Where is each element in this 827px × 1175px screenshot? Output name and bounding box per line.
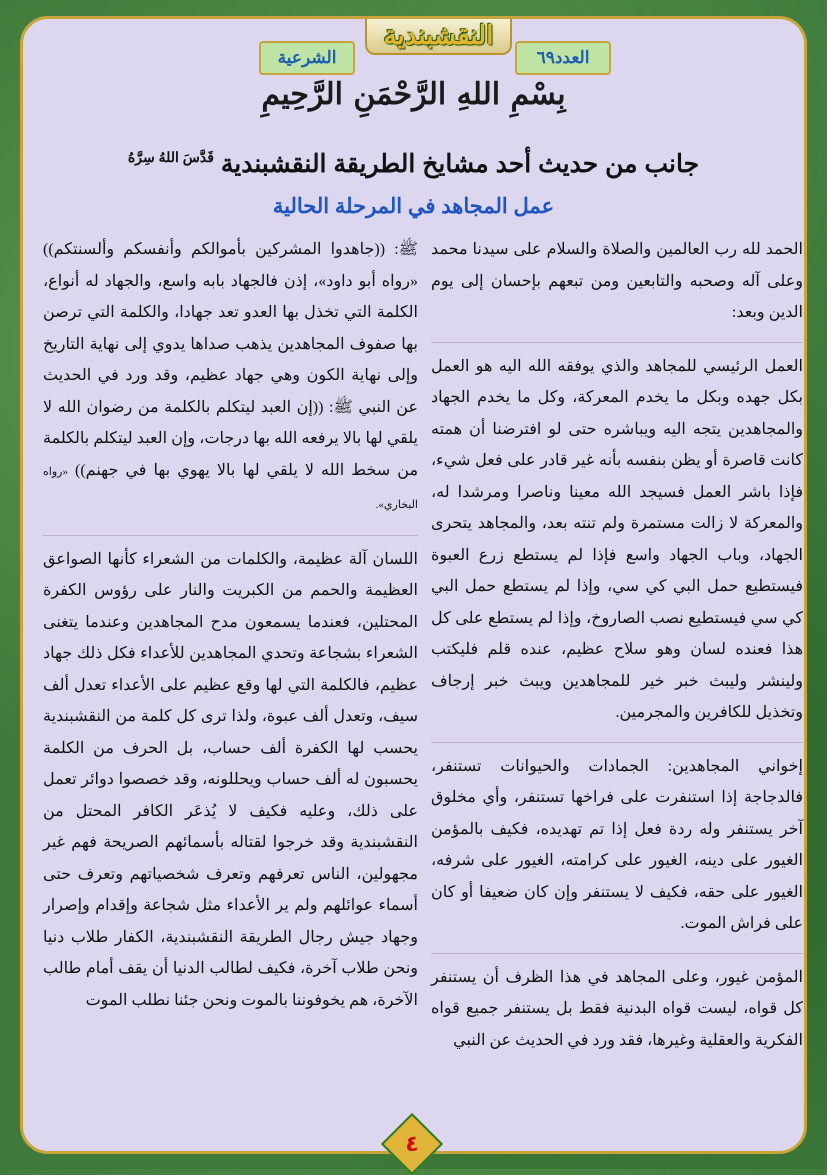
paragraph-text: ﷺ: ((جاهدوا المشركين بأموالكم وأنفسكم وألسنتكم)) «رواه أبو داود»، إذن فالجهاد بابه واسع، والجهاد له أنواع، الكلمة التي تخذل بها العدو تعد جهادا، والكلمة التي ترصن بها صفوف المجاهدين يذهب صداها يدوي إلى نهاية التاريخ وإلى نهاية الكون وهي جهاد عظيم، وقد ورد في الحديث عن النبي ﷺ: ((إن العبد ليتكلم بالكلمة من رضوان الله لا يلقي لها بالا يرفعه الله بها درجات، وإن العبد ليتكلم بالكلمة من سخط الله لا يلقي لها بالا يهوي بها في جهنم)) (43, 241, 419, 479)
article-subtitle: عمل المجاهد في المرحلة الحالية (272, 195, 555, 218)
page-sheet (20, 16, 807, 1154)
left-column (43, 234, 418, 1029)
right-column (431, 234, 803, 1069)
divider (431, 742, 803, 743)
page-number: ٤ (405, 1131, 419, 1157)
article-title-text: جانب من حديث أحد مشايخ الطريقة النقشبندية (220, 150, 700, 178)
paragraph (43, 234, 418, 522)
article-title (23, 149, 804, 179)
divider (431, 953, 803, 954)
basmala: بِسْمِ اللهِ الرَّحْمَنِ الرَّحِيمِ (261, 77, 566, 112)
paragraph: إخواني المجاهدين: الجمادات والحيوانات تستنفر، فالدجاجة إذا استنفرت على فراخها تستنفر، وأي مخلوق آخر يستنفر وله ردة فعل إذا تم تهديده، فكيف بالمؤمن الغيور على دينه، الغيور على كرامته، الغيور على شرفه، الغيور على حقه، فكيف لا يستنفر وإن كان ضعيفا أو كان على فراش الموت. (431, 757, 803, 932)
section-tab[interactable]: الشرعية (259, 41, 355, 75)
paragraph: العمل الرئيسي للمجاهد والذي يوفقه الله اليه هو العمل بكل جهده وبكل ما يخدم المعركة، وكل ما يخدم الجهاد والمجاهدين يتجه اليه ويباشره حتى لو افترضنا أن همته كانت قاصرة أو يظن بنفسه بأنه غير قادر على فعل شيء، فإذا باشر العمل فسيجد الله معينا وناصرا ومرشدا له، والمعركة لا زالت مستمرة ولم تنته بعد، والمجاهد يتحرى الجهاد، وباب الجهاد واسع فإذا لم يستطع زرع العبوة فيستطيع حمل البي كي سي، وإذا لم يستطع حمل البي كي سي فيستطيع نصب الصاروخ، وإذا لم يستطع على كل هذا فعنده لسان وهو سلاح عظيم، عنده قلم فليكتب ولينشر وليبث خبر خير للمجاهدين ويبث خبر إرجاف وتخذيل للكافرين والمجرمين. (431, 357, 803, 721)
magazine-logo: النقشبندية (365, 19, 512, 55)
issue-tab[interactable]: العدد٦٩ (515, 41, 611, 75)
honorific-mark: قَدَّسَ اللهُ سِرَّهُ (127, 149, 214, 165)
divider (43, 535, 418, 536)
paragraph: اللسان آلة عظيمة، والكلمات من الشعراء كأنها الصواعق العظيمة والحمم من الكبريت والنار على رؤوس الكفرة المحتلين، فعندما يسمعون مدح المجاهدين وعندما يتغنى الشعراء بشجاعة وتحدي المجاهدين للأعداء فكل ذلك جهاد عظيم، فالكلمة التي لها وقع عظيم على الأعداء تعدل ألف سيف، وتعدل ألف عبوة، ولذا ترى كل كلمة من النقشبندية يحسب لها الكفرة ألف حساب، بل الحرف من الكلمة يحسبون له ألف حساب ويحللونه، وقد خصصوا دوائر تعمل على ذلك، وعليه فكيف لا يُذعَر الكافر المحتل من النقشبندية وقد خرجوا لقتاله بأسمائهم الصريحة فهم غير مجهولين، الناس تعرفهم وتعرف شخصياتهم وتعرف حتى أسماء عوائلهم ولم ير الأعداء مثل شجاعة وإقدام وإصرار وجهاد جيش رجال الطريقة النقشبندية، الكفار طلاب دنيا ونحن طلاب آخرة، فكيف لطالب الدنيا أن يقف أمام طالب الآخرة، هم يخوفوننا بالموت ونحن جئنا نطلب الموت (43, 550, 418, 1009)
paragraph: المؤمن غيور، وعلى المجاهد في هذا الظرف أن يستنفر كل قواه، ليست قواه البدنية فقط بل يستنفر جميع قواه الفكرية والعقلية وغيرها، فقد ورد في الحديث عن النبي (431, 968, 803, 1049)
divider (431, 342, 803, 343)
hadith-source: «رواه البخاري». (43, 465, 418, 511)
paragraph: الحمد لله رب العالمين والصلاة والسلام على سيدنا محمد وعلى آله وصحبه والتابعين ومن تبعهم بإحسان إلى يوم الدين وبعد: (431, 241, 803, 321)
